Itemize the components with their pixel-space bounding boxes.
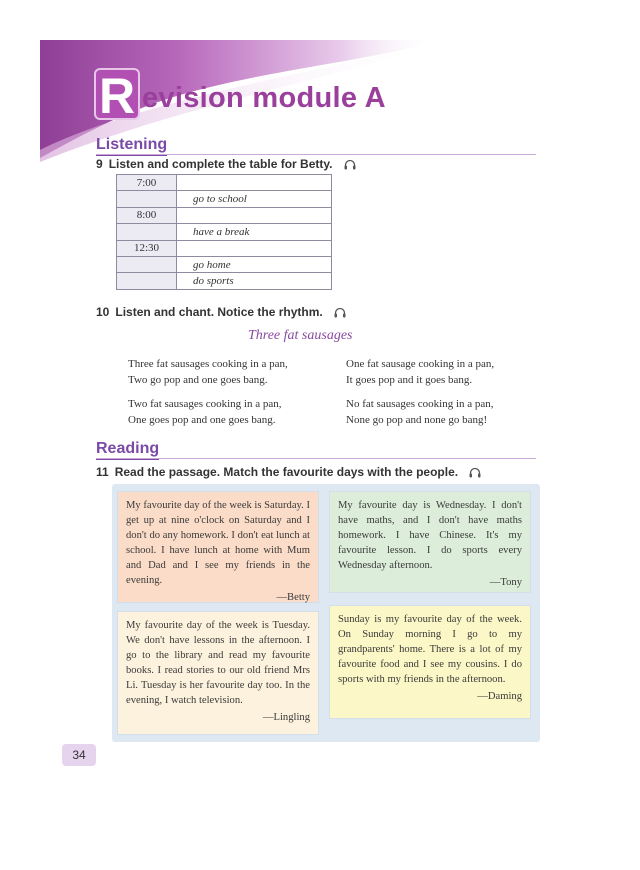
activity-cell[interactable] [177, 175, 332, 191]
passage-card-betty [118, 492, 318, 602]
activity-cell: go home [177, 256, 332, 272]
passage-signature: —Betty [276, 592, 310, 603]
time-cell[interactable] [117, 191, 177, 207]
passage-card-tony [330, 492, 530, 592]
chant-title: Three fat sausages [248, 328, 353, 343]
chant-verse [346, 396, 494, 428]
table-row [117, 191, 332, 207]
chant-line: Two go pop and one goes bang. [128, 374, 268, 386]
time-cell[interactable] [117, 256, 177, 272]
time-cell: 12:30 [117, 240, 177, 256]
task-9-instruction [96, 157, 356, 171]
chant-line: One fat sausage cooking in a pan, [346, 358, 495, 370]
table-row [117, 207, 332, 223]
chant-verse [346, 356, 494, 388]
activity-cell: have a break [177, 224, 332, 240]
activity-cell[interactable] [177, 240, 332, 256]
time-cell: 8:00 [117, 207, 177, 223]
task-text: Read the passage. Match the favourite days with the people. [114, 465, 459, 479]
table-row [117, 224, 332, 240]
activity-cell[interactable] [177, 207, 332, 223]
title-initial-letter: R [94, 68, 140, 120]
table-row [117, 175, 332, 191]
listening-heading: Listening [96, 136, 167, 156]
task-number: 10 [96, 305, 110, 319]
passage-card-lingling [118, 612, 318, 734]
betty-schedule-table [116, 174, 332, 290]
passage-signature: —Daming [477, 691, 522, 702]
passage-text: My favourite day is Wednesday. I don't have maths, and I don't have maths homework. I have Chinese. It's my favourite lesson. I do sports every Wednesday afternoon. [338, 500, 522, 571]
time-cell[interactable] [117, 273, 177, 289]
passage-signature: —Lingling [262, 712, 310, 723]
headphones-icon[interactable] [344, 159, 356, 170]
task-text: Listen and chant. Notice the rhythm. [115, 305, 323, 319]
table-row [117, 273, 332, 289]
activity-cell: do sports [177, 273, 332, 289]
task-11-instruction [96, 465, 481, 479]
chant-line: Two fat sausages cooking in a pan, [128, 398, 282, 410]
page-number: 34 [62, 744, 96, 766]
passage-text: My favourite day of the week is Saturday. I get up at nine o'clock on Saturday and I don't do any homework. I don't eat lunch at school. I have lunch at home with Mum and Dad and I see my friends in the evening. [126, 500, 310, 586]
task-10-instruction [96, 305, 346, 319]
task-text: Listen and complete the table for Betty. [108, 157, 333, 171]
passage-text: Sunday is my favourite day of the week. On Sunday morning I go to my grandparents' home. There is a lot of my favourite food and I see my cousins. I do sports with my friends in the afternoon. [338, 614, 522, 685]
headphones-icon[interactable] [469, 467, 481, 478]
headphones-icon[interactable] [334, 307, 346, 318]
passage-text: My favourite day of the week is Tuesday. We don't have lessons in the afternoon. I go to the library and read my favourite books. I read stories to our old friend Mrs Li. Tuesday is her favourite day too. In the evening, I watch television. [126, 620, 310, 706]
page-title: evision module A [142, 82, 386, 114]
activity-cell: go to school [177, 191, 332, 207]
section-divider [96, 154, 536, 155]
passage-signature: —Tony [489, 577, 522, 588]
time-cell: 7:00 [117, 175, 177, 191]
chant-line: None go pop and none go bang! [346, 414, 488, 426]
table-row [117, 256, 332, 272]
task-number: 11 [96, 465, 109, 479]
chant-line: No fat sausages cooking in a pan, [346, 398, 494, 410]
reading-heading: Reading [96, 440, 159, 460]
time-cell[interactable] [117, 224, 177, 240]
chant-line: One goes pop and one goes bang. [128, 414, 276, 426]
chant-verse [128, 356, 288, 388]
passage-card-daming [330, 606, 530, 718]
table-row [117, 240, 332, 256]
chant-line: Three fat sausages cooking in a pan, [128, 358, 288, 370]
task-number: 9 [96, 157, 103, 171]
section-divider [96, 458, 536, 459]
chant-line: It goes pop and it goes bang. [346, 374, 473, 386]
chant-verse [128, 396, 282, 428]
